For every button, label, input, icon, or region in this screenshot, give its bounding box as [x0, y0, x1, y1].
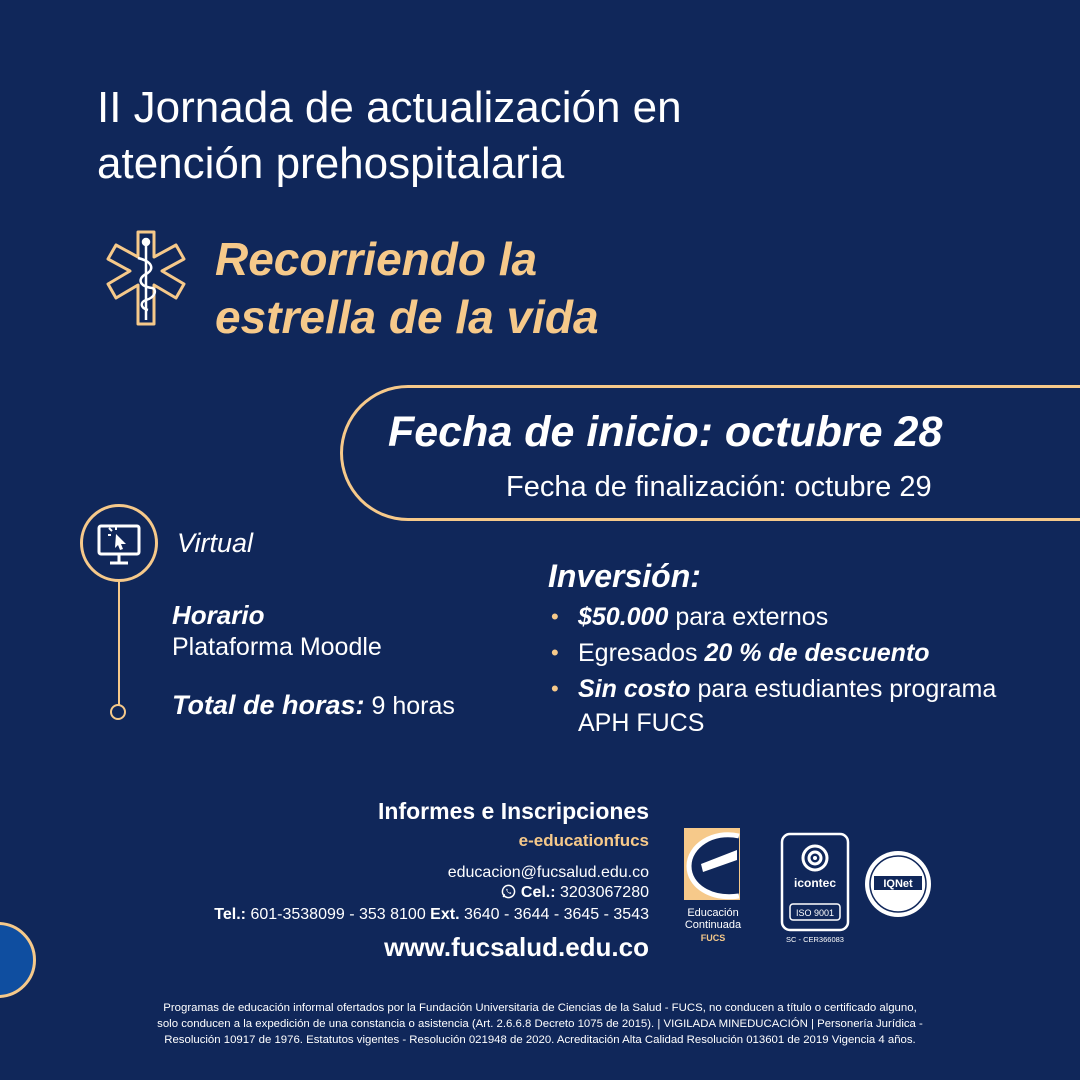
investment-discount: 20 % de descuento	[704, 639, 930, 667]
modality-text: Virtual	[177, 528, 254, 558]
tel-label: Tel.:	[214, 906, 246, 923]
logo-ec-line1: Educación	[687, 907, 739, 919]
total-hours-value: 9 horas	[364, 692, 455, 720]
contact-tel	[214, 906, 649, 924]
subtitle-line-1: Recorriendo la	[215, 233, 538, 285]
icontec-logo	[780, 832, 850, 950]
logo-ec-line3: FUCS	[700, 933, 726, 943]
cel-value: 3203067280	[560, 884, 649, 901]
ext-label: Ext.	[430, 906, 460, 923]
footer-line-2: solo conducen a la expedición de una constancia o asistencia (Art. 2.6.6.8 Decreto 1075 de 2015). | VIGILADA MINEDUCACIÓN | Personería Jurídica -	[157, 1018, 923, 1030]
investment-alumni-text: Egresados	[578, 639, 705, 667]
logo-ec-line2: Continuada	[684, 919, 742, 931]
bullet-icon: •	[551, 640, 559, 665]
bullet-icon: •	[551, 604, 559, 629]
investment-free: Sin costo	[578, 675, 691, 703]
icontec-cert: SC - CER366083	[786, 935, 844, 944]
investment-free-text: para estudiantes programa APH FUCS	[578, 675, 997, 737]
website-link[interactable]: www.fucsalud.edu.co	[384, 932, 649, 962]
page-title	[97, 80, 682, 192]
cel-label: Cel.:	[520, 884, 556, 901]
event-subtitle	[215, 230, 599, 346]
total-hours	[172, 690, 455, 721]
iqnet-name: IQNet	[883, 878, 913, 890]
footer-line-1: Programas de educación informal ofertados por la Fundación Universitaria de Ciencias de la Salud - FUCS, no conducen a título o certificado alguno,	[163, 1002, 917, 1014]
educacion-continuada-logo	[683, 828, 743, 946]
whatsapp-icon	[501, 884, 516, 899]
contact-subtitle: e-educationfucs	[518, 831, 649, 850]
investment-item	[551, 600, 1051, 634]
schedule-label: Horario	[172, 600, 265, 630]
investment-item	[551, 672, 1051, 740]
legal-footer	[80, 1000, 1000, 1048]
decorative-circle	[0, 922, 36, 998]
icontec-name: icontec	[793, 876, 837, 890]
star-of-life-icon	[88, 228, 204, 328]
icontec-iso: ISO 9001	[795, 908, 835, 918]
investment-price-text: para externos	[668, 603, 829, 631]
iqnet-logo	[862, 848, 934, 920]
end-date: Fecha de finalización: octubre 29	[506, 471, 932, 503]
tel-numbers: 601-3538099 - 353 8100	[250, 906, 426, 923]
title-line-1: II Jornada de actualización en	[97, 83, 682, 132]
investment-title: Inversión:	[548, 558, 701, 594]
monitor-cursor-icon	[94, 518, 144, 568]
contact-title: Informes e Inscripciones	[378, 798, 649, 824]
timeline-line	[118, 582, 120, 706]
footer-line-3: Resolución 10917 de 1976. Estatutos vigentes - Resolución 021948 de 2020. Acreditación Alta Calidad Resolución 013601 de 2019 Vigencia 4 años.	[164, 1034, 916, 1046]
total-hours-label: Total de horas:	[172, 690, 365, 720]
start-date: Fecha de inicio: octubre 28	[388, 408, 943, 456]
title-line-2: atención prehospitalaria	[97, 139, 565, 188]
schedule-value: Plataforma Moodle	[172, 633, 382, 661]
ext-numbers: 3640 - 3644 - 3645 - 3543	[463, 906, 649, 923]
contact-cel	[501, 884, 649, 902]
contact-email[interactable]: educacion@fucsalud.edu.co	[447, 864, 649, 881]
investment-item	[551, 636, 1051, 670]
bullet-icon: •	[551, 676, 559, 701]
investment-list	[551, 600, 1051, 742]
investment-price: $50.000	[578, 603, 669, 631]
subtitle-line-2: estrella de la vida	[215, 291, 599, 343]
timeline-dot	[110, 704, 126, 720]
